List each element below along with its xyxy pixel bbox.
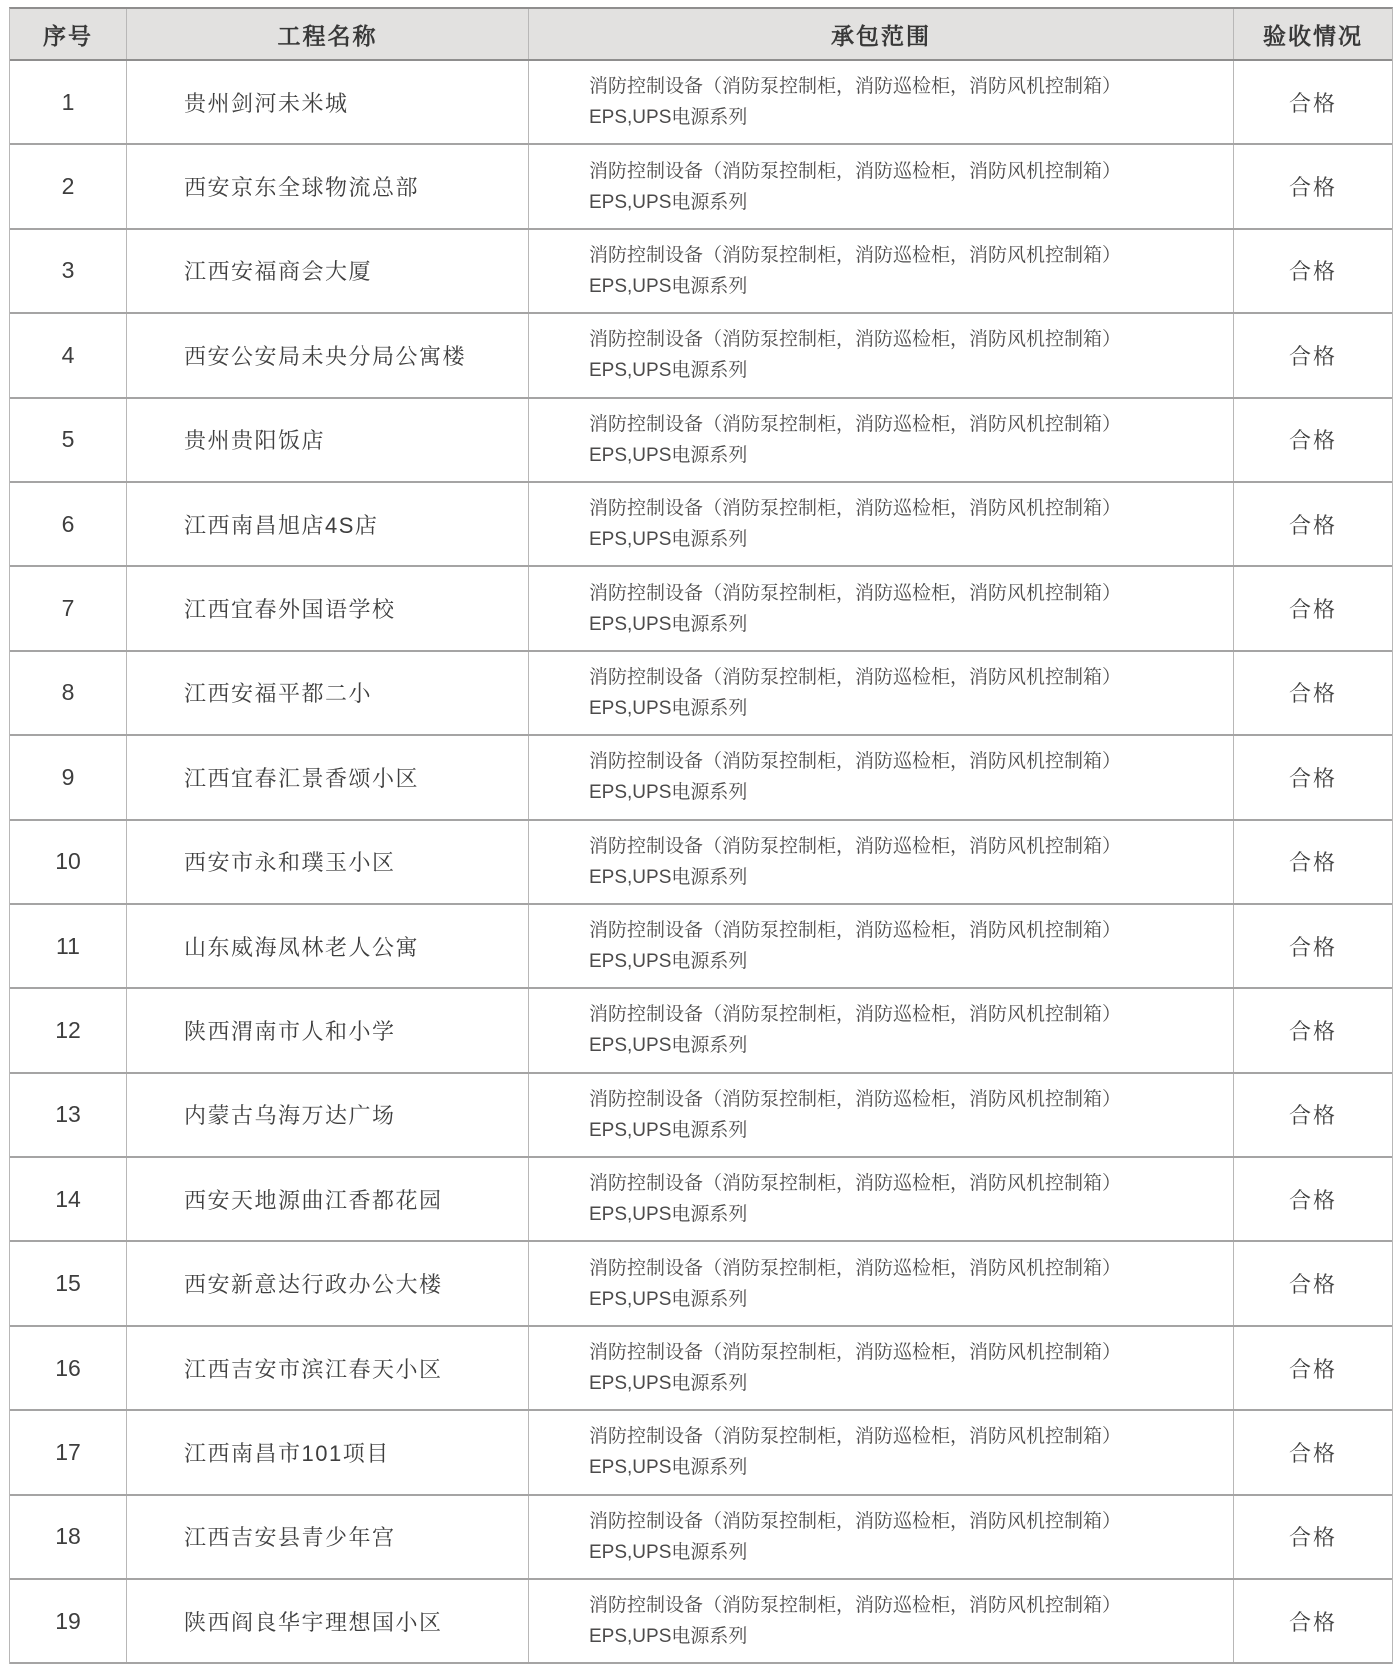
cell-serial-number: 19 (55, 1607, 81, 1634)
scope-line-2: EPS,UPS电源系列 (589, 613, 748, 635)
scope-line-2: EPS,UPS电源系列 (589, 107, 748, 129)
table-row (10, 314, 1392, 398)
cell-contract-scope (528, 821, 1233, 903)
cell-acceptance-status: 合格 (1233, 1158, 1392, 1240)
cell-serial-number: 1 (61, 88, 75, 115)
cell-acceptance-status: 合格 (1233, 821, 1392, 903)
cell-contract-scope (528, 61, 1233, 143)
cell-acceptance-status: 合格 (1233, 1580, 1392, 1662)
table-row (10, 989, 1392, 1073)
cell-serial-number: 14 (55, 1185, 81, 1212)
cell-serial-number: 7 (61, 595, 75, 622)
cell-project-name: 江西南昌旭店4S店 (126, 483, 528, 565)
cell-project-name: 陕西阎良华宇理想国小区 (126, 1580, 528, 1662)
scope-line-1: 消防控制设备（消防泵控制柜，消防巡检柜，消防风机控制箱） (589, 160, 1122, 182)
table-row (10, 1242, 1392, 1326)
cell-project-name: 江西安福平都二小 (126, 652, 528, 734)
cell-acceptance-status: 合格 (1233, 567, 1392, 649)
cell-contract-scope (528, 905, 1233, 987)
cell-project-name: 陕西渭南市人和小学 (126, 989, 528, 1071)
scope-line-1: 消防控制设备（消防泵控制柜，消防巡检柜，消防风机控制箱） (589, 413, 1122, 435)
scope-line-1: 消防控制设备（消防泵控制柜，消防巡检柜，消防风机控制箱） (589, 582, 1122, 604)
scope-line-1: 消防控制设备（消防泵控制柜，消防巡检柜，消防风机控制箱） (589, 1004, 1122, 1026)
table-row (10, 483, 1392, 567)
cell-acceptance-status: 合格 (1233, 1411, 1392, 1493)
table-row (10, 1074, 1392, 1158)
cell-serial-number: 6 (61, 510, 75, 537)
table-row (10, 821, 1392, 905)
table-row (10, 399, 1392, 483)
scope-line-2: EPS,UPS电源系列 (589, 1541, 748, 1563)
scope-line-2: EPS,UPS电源系列 (589, 191, 748, 213)
cell-contract-scope (528, 567, 1233, 649)
table-row (10, 1327, 1392, 1411)
cell-acceptance-status: 合格 (1233, 652, 1392, 734)
table-row (10, 567, 1392, 651)
scope-line-1: 消防控制设备（消防泵控制柜，消防巡检柜，消防风机控制箱） (589, 244, 1122, 266)
scope-line-1: 消防控制设备（消防泵控制柜，消防巡检柜，消防风机控制箱） (589, 76, 1122, 98)
cell-acceptance-status: 合格 (1233, 989, 1392, 1071)
scope-line-1: 消防控制设备（消防泵控制柜，消防巡检柜，消防风机控制箱） (589, 1342, 1122, 1364)
cell-acceptance-status: 合格 (1233, 1496, 1392, 1578)
scope-line-2: EPS,UPS电源系列 (589, 1373, 748, 1395)
scope-line-2: EPS,UPS电源系列 (589, 360, 748, 382)
cell-project-name: 江西宜春汇景香颂小区 (126, 736, 528, 818)
header-project-name: 工程名称 (126, 9, 528, 59)
cell-serial-number: 3 (61, 257, 75, 284)
cell-serial-number: 17 (55, 1438, 81, 1465)
cell-contract-scope (528, 736, 1233, 818)
cell-acceptance-status: 合格 (1233, 399, 1392, 481)
cell-serial-number: 12 (55, 1016, 81, 1043)
table-row (10, 905, 1392, 989)
cell-serial-number: 10 (55, 848, 81, 875)
cell-serial-number: 13 (55, 1101, 81, 1128)
cell-serial-number: 8 (61, 679, 75, 706)
scope-line-1: 消防控制设备（消防泵控制柜，消防巡检柜，消防风机控制箱） (589, 920, 1122, 942)
acceptance-table (9, 7, 1393, 1664)
scope-line-2: EPS,UPS电源系列 (589, 951, 748, 973)
scope-line-1: 消防控制设备（消防泵控制柜，消防巡检柜，消防风机控制箱） (589, 329, 1122, 351)
cell-contract-scope (528, 230, 1233, 312)
cell-project-name: 西安公安局未央分局公寓楼 (126, 314, 528, 396)
header-serial-number: 序号 (43, 22, 93, 49)
cell-serial-number: 2 (61, 173, 75, 200)
scope-line-2: EPS,UPS电源系列 (589, 1035, 748, 1057)
cell-acceptance-status: 合格 (1233, 61, 1392, 143)
cell-contract-scope (528, 314, 1233, 396)
scope-line-1: 消防控制设备（消防泵控制柜，消防巡检柜，消防风机控制箱） (589, 1173, 1122, 1195)
cell-project-name: 江西宜春外国语学校 (126, 567, 528, 649)
scope-line-2: EPS,UPS电源系列 (589, 1204, 748, 1226)
table-header-row (10, 9, 1392, 61)
cell-project-name: 江西安福商会大厦 (126, 230, 528, 312)
scope-line-1: 消防控制设备（消防泵控制柜，消防巡检柜，消防风机控制箱） (589, 498, 1122, 520)
scope-line-2: EPS,UPS电源系列 (589, 1288, 748, 1310)
cell-acceptance-status: 合格 (1233, 1242, 1392, 1324)
scope-line-1: 消防控制设备（消防泵控制柜，消防巡检柜，消防风机控制箱） (589, 666, 1122, 688)
cell-contract-scope (528, 1074, 1233, 1156)
cell-acceptance-status: 合格 (1233, 905, 1392, 987)
cell-acceptance-status: 合格 (1233, 736, 1392, 818)
cell-acceptance-status: 合格 (1233, 483, 1392, 565)
cell-acceptance-status: 合格 (1233, 1327, 1392, 1409)
table-row (10, 1580, 1392, 1664)
table-body (10, 61, 1392, 1664)
scope-line-1: 消防控制设备（消防泵控制柜，消防巡检柜，消防风机控制箱） (589, 1510, 1122, 1532)
scope-line-1: 消防控制设备（消防泵控制柜，消防巡检柜，消防风机控制箱） (589, 751, 1122, 773)
header-acceptance-status: 验收情况 (1233, 9, 1392, 59)
cell-contract-scope (528, 1496, 1233, 1578)
scope-line-1: 消防控制设备（消防泵控制柜，消防巡检柜，消防风机控制箱） (589, 1426, 1122, 1448)
scope-line-2: EPS,UPS电源系列 (589, 529, 748, 551)
scope-line-2: EPS,UPS电源系列 (589, 866, 748, 888)
table-row (10, 61, 1392, 145)
cell-contract-scope (528, 399, 1233, 481)
cell-contract-scope (528, 1158, 1233, 1240)
scope-line-2: EPS,UPS电源系列 (589, 444, 748, 466)
cell-contract-scope (528, 145, 1233, 227)
cell-contract-scope (528, 1411, 1233, 1493)
cell-serial-number: 15 (55, 1270, 81, 1297)
cell-acceptance-status: 合格 (1233, 314, 1392, 396)
scope-line-2: EPS,UPS电源系列 (589, 1626, 748, 1648)
cell-contract-scope (528, 1242, 1233, 1324)
table-row (10, 1411, 1392, 1495)
cell-project-name: 山东威海凤林老人公寓 (126, 905, 528, 987)
cell-project-name: 江西吉安县青少年宫 (126, 1496, 528, 1578)
cell-serial-number: 11 (56, 932, 80, 959)
cell-project-name: 西安京东全球物流总部 (126, 145, 528, 227)
table-row (10, 230, 1392, 314)
cell-acceptance-status: 合格 (1233, 1074, 1392, 1156)
cell-project-name: 西安市永和璞玉小区 (126, 821, 528, 903)
scope-line-2: EPS,UPS电源系列 (589, 1457, 748, 1479)
scope-line-1: 消防控制设备（消防泵控制柜，消防巡检柜，消防风机控制箱） (589, 835, 1122, 857)
cell-serial-number: 18 (55, 1523, 81, 1550)
cell-serial-number: 9 (61, 763, 75, 790)
cell-project-name: 江西南昌市101项目 (126, 1411, 528, 1493)
cell-serial-number: 16 (55, 1354, 81, 1381)
cell-project-name: 内蒙古乌海万达广场 (126, 1074, 528, 1156)
cell-contract-scope (528, 1327, 1233, 1409)
scope-line-1: 消防控制设备（消防泵控制柜，消防巡检柜，消防风机控制箱） (589, 1257, 1122, 1279)
cell-contract-scope (528, 483, 1233, 565)
cell-project-name: 贵州剑河未米城 (126, 61, 528, 143)
cell-project-name: 西安天地源曲江香都花园 (126, 1158, 528, 1240)
cell-contract-scope (528, 989, 1233, 1071)
scope-line-2: EPS,UPS电源系列 (589, 697, 748, 719)
cell-acceptance-status: 合格 (1233, 145, 1392, 227)
table-row (10, 1158, 1392, 1242)
scope-line-2: EPS,UPS电源系列 (589, 275, 748, 297)
cell-project-name: 西安新意达行政办公大楼 (126, 1242, 528, 1324)
cell-contract-scope (528, 1580, 1233, 1662)
scope-line-2: EPS,UPS电源系列 (589, 782, 748, 804)
scope-line-1: 消防控制设备（消防泵控制柜，消防巡检柜，消防风机控制箱） (589, 1088, 1122, 1110)
cell-acceptance-status: 合格 (1233, 230, 1392, 312)
scope-line-2: EPS,UPS电源系列 (589, 1119, 748, 1141)
table-row (10, 145, 1392, 229)
table-row (10, 736, 1392, 820)
cell-serial-number: 5 (61, 426, 75, 453)
cell-project-name: 贵州贵阳饭店 (126, 399, 528, 481)
cell-serial-number: 4 (61, 341, 75, 368)
cell-contract-scope (528, 652, 1233, 734)
table-row (10, 1496, 1392, 1580)
table-row (10, 652, 1392, 736)
header-contract-scope: 承包范围 (528, 9, 1233, 59)
cell-project-name: 江西吉安市滨江春天小区 (126, 1327, 528, 1409)
scope-line-1: 消防控制设备（消防泵控制柜，消防巡检柜，消防风机控制箱） (589, 1595, 1122, 1617)
